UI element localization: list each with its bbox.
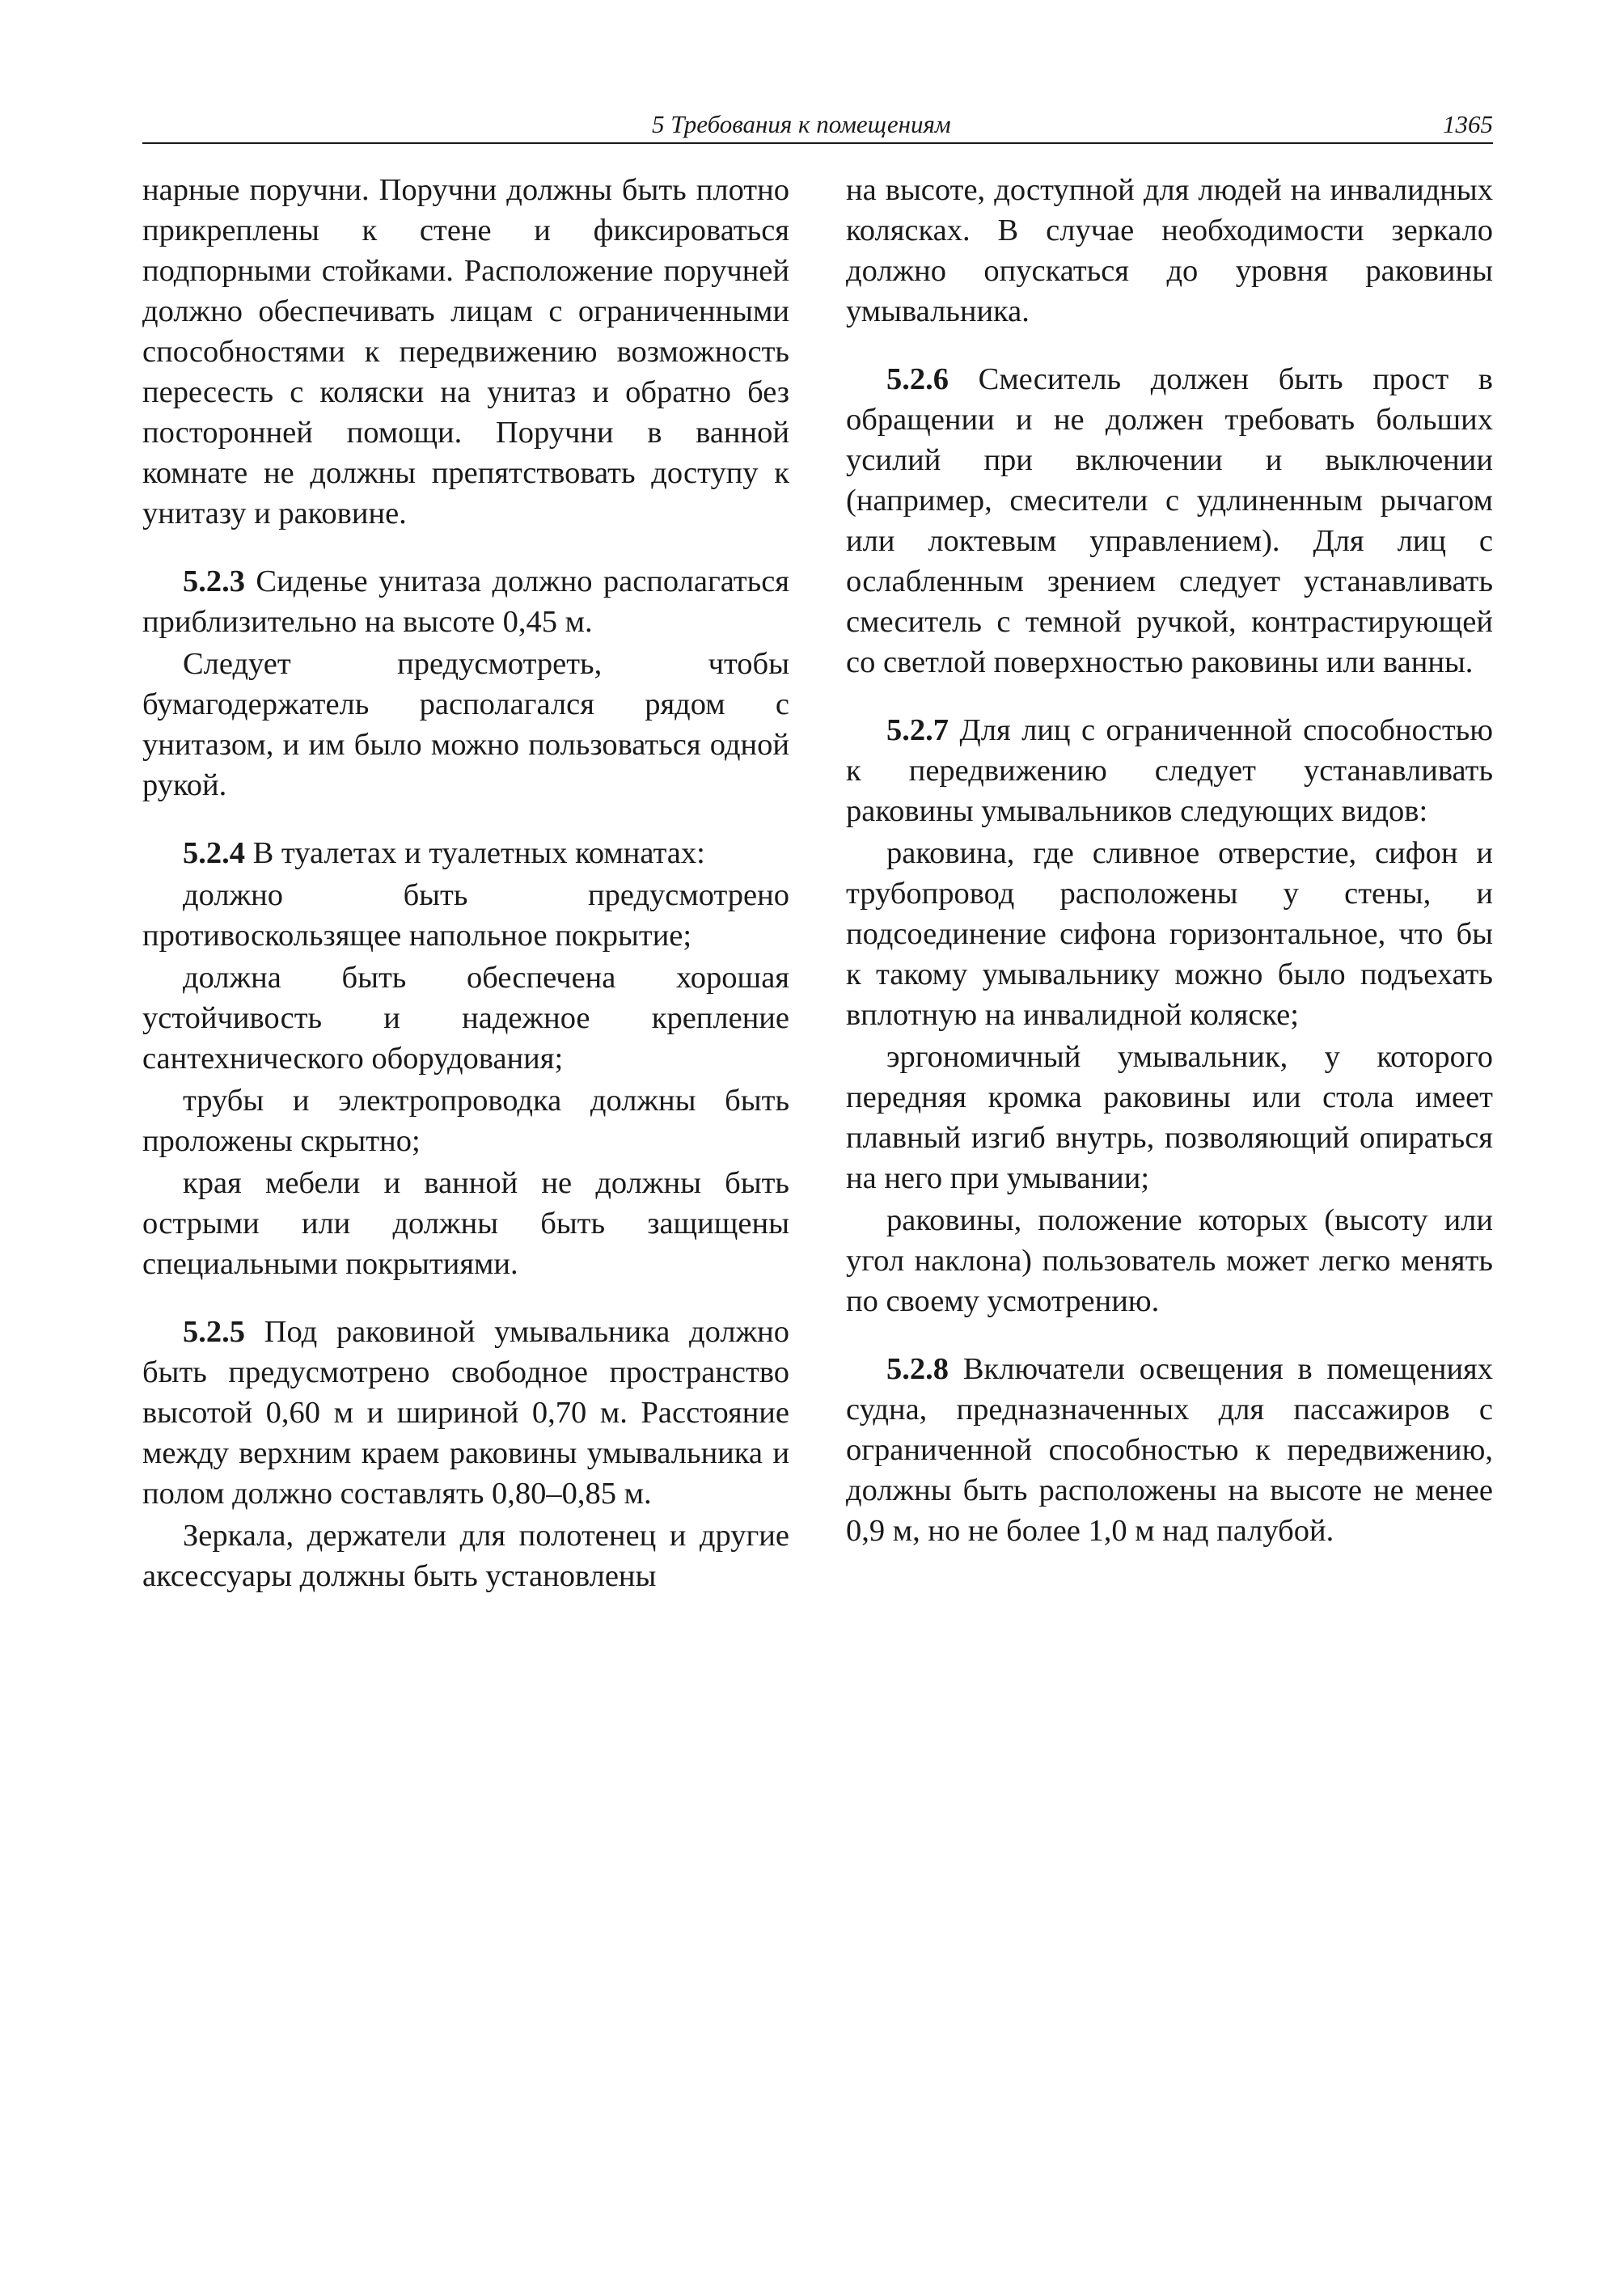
page-number: 1365 [1443,110,1493,138]
section-5-2-4 [142,833,789,873]
page-header [142,105,1493,144]
section-5-2-3 [142,561,789,642]
paragraph-continuation: на высоте, доступной для людей на инвалидных колясках. В случае необходимости зеркало должно опускаться до уровня раковины умывальника. [846,173,1493,328]
section-number: 5.2.8 [886,1352,949,1386]
paragraph-continuation: нарные поручни. Поручни должны быть плотно прикреплены к стене и фиксироваться подпорными стойками. Расположение поручней должно обеспечивать лицам с ограниченными способностями к передвижению возможность пересесть с коляски на унитаз и обратно без посторонней помощи. Поручни в ванной комнате не должны препятствовать доступу к унитазу и раковине. [142,173,789,530]
section-text: Для лиц с ограниченной способностью к передвижению следует устанавливать раковины умывальников следующих видов: [846,713,1493,828]
list-item: эргономичный умывальник, у которого передняя кромка раковины или стола имеет плавный изгиб внутрь, позволяющий опираться на него при умывании; [846,1040,1493,1195]
list-item: должна быть обеспечена хорошая устойчивость и надежное крепление сантехнического оборудования; [142,961,789,1076]
section-text: Под раковиной умывальника должно быть предусмотрено свободное пространство высотой 0,60 м и шириной 0,70 м. Расстояние между верхним краем раковины умывальника и полом должно составлять 0,80–0,85 м. [142,1315,789,1511]
section-text: Включатели освещения в помещениях судна, предназначенных для пассажиров с ограниченной способностью к передвижению, должны быть расположены на высоте не менее 0,9 м, но не более 1,0 м над палубой. [846,1352,1494,1548]
right-column [846,170,1493,1553]
section-5-2-7 [846,710,1493,831]
section-number: 5.2.6 [886,362,949,396]
section-5-2-5 [142,1312,789,1514]
section-number: 5.2.5 [183,1315,245,1349]
running-title: 5 Требования к помещениям [652,110,951,138]
list-item: раковина, где сливное отверстие, сифон и трубопровод расположены у стены, и подсоединение сифона горизонтальное, что бы к такому умывальнику можно было подъехать вплотную на инвалидной коляске; [846,836,1493,1032]
section-text: Сиденье унитаза должно располагаться приблизительно на высоте 0,45 м. [142,564,790,639]
paragraph: Следует предусмотреть, чтобы бумагодержатель располагался рядом с унитазом, и им было можно пользоваться одной рукой. [142,647,789,802]
paragraph: Зеркала, держатели для полотенец и другие аксессуары должны быть установлены [142,1519,789,1593]
section-5-2-6 [846,359,1493,683]
section-number: 5.2.3 [183,564,245,598]
left-column [142,170,789,1598]
section-text: В туалетах и туалетных комнатах: [252,836,705,870]
list-item: раковины, положение которых (высоту или угол наклона) пользователь может легко менять по своему усмотрению. [846,1203,1493,1318]
list-item: должно быть предусмотрено противоскользящее напольное покрытие; [142,878,789,953]
list-item: трубы и электропроводка должны быть проложены скрытно; [142,1084,789,1158]
section-number: 5.2.7 [886,713,949,747]
section-number: 5.2.4 [183,836,245,870]
list-item: края мебели и ванной не должны быть острыми или должны быть защищены специальными покрытиями. [142,1166,789,1281]
section-5-2-8 [846,1349,1493,1551]
section-text: Смеситель должен быть прост в обращении и не должен требовать больших усилий при включении и выключении (например, смесители с удлиненным рычагом или локтевым управлением). Для лиц с ослабленным зрением следует устанавливать смеситель с темной ручкой, контрастирующей со светлой поверхностью раковины или ванны. [846,362,1493,679]
